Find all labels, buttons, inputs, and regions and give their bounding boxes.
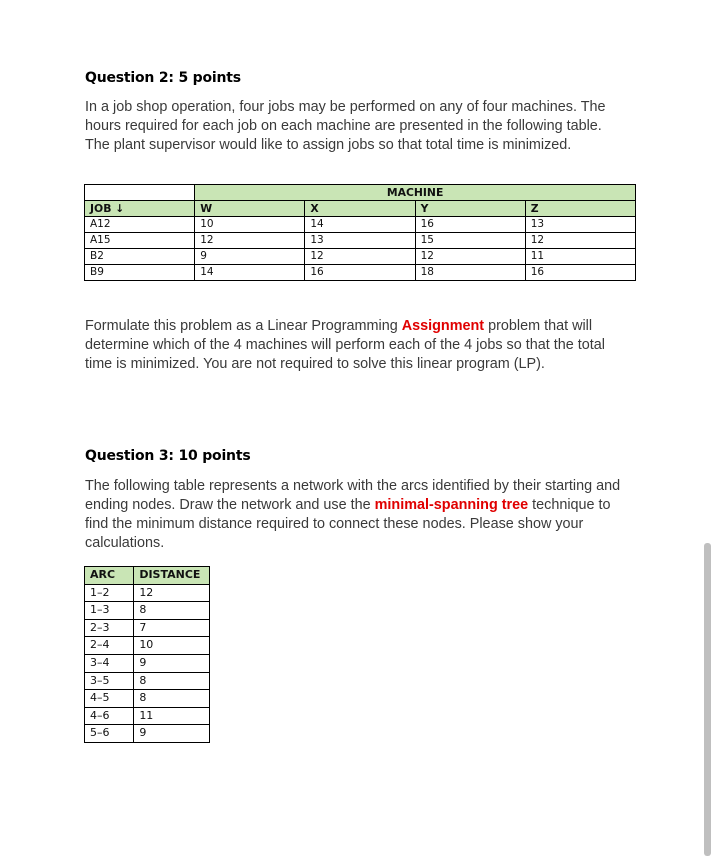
column-header-y: Y [415,201,525,217]
arc-cell: 2–4 [85,637,134,655]
table-row [85,249,636,265]
table-row [85,265,636,281]
arc-cell: 2–3 [85,619,134,637]
question-2-task [85,317,630,374]
table-row [85,672,210,690]
distance-cell: 7 [134,619,210,637]
question-3-title: Question 3: 10 points [85,448,251,464]
table-row [85,654,210,672]
distance-column-header: DISTANCE [134,567,210,585]
machine-group-header: MACHINE [195,185,636,201]
column-header-w: W [195,201,305,217]
q3-text-after: technique to find the minimum distance required to connect these nodes. Please show your calculations. [85,497,611,551]
table-row [85,584,210,602]
question-2-intro: In a job shop operation, four jobs may be performed on any of four machines. The hours required for each job on each machine are presented in the following table. The plant supervisor would like to assign jobs so that total time is minimized. [85,99,606,153]
hours-cell: 16 [415,217,525,233]
hours-cell: 12 [305,249,415,265]
hours-cell: 14 [305,217,415,233]
column-header-z: Z [525,201,635,217]
arc-cell: 3–4 [85,654,134,672]
task-text-after: problem that will determine which of the 4 machines will perform each of the 4 jobs so that the total time is minimized. You are not required to solve this linear program (LP). [85,318,605,372]
hours-cell: 15 [415,233,525,249]
job-cell: A15 [85,233,195,249]
empty-corner-cell [85,185,195,201]
arc-cell: 1–3 [85,602,134,620]
assignment-highlight: Assignment [401,318,485,334]
column-header-x: X [305,201,415,217]
table-row [85,725,210,743]
machine-column-header-row [85,201,636,217]
hours-cell: 13 [525,217,635,233]
hours-cell: 10 [195,217,305,233]
hours-cell: 12 [415,249,525,265]
arc-cell: 5–6 [85,725,134,743]
hours-cell: 16 [525,265,635,281]
hours-cell: 16 [305,265,415,281]
distance-cell: 8 [134,602,210,620]
table-row [85,233,636,249]
vertical-scrollbar[interactable] [704,543,711,856]
hours-cell: 12 [195,233,305,249]
table-row [85,217,636,233]
distance-cell: 8 [134,672,210,690]
question-3-text [85,477,630,553]
hours-cell: 14 [195,265,305,281]
distance-cell: 8 [134,690,210,708]
job-cell: B9 [85,265,195,281]
hours-cell: 12 [525,233,635,249]
job-cell: B2 [85,249,195,265]
hours-cell: 13 [305,233,415,249]
machine-group-header-row [85,185,636,201]
job-column-header: JOB ↓ [85,201,195,217]
arc-cell: 3–5 [85,672,134,690]
arc-header-row [85,567,210,585]
distance-cell: 10 [134,637,210,655]
distance-cell: 11 [134,707,210,725]
hours-cell: 9 [195,249,305,265]
table-row [85,690,210,708]
arc-distance-table [84,566,210,743]
arc-column-header: ARC [85,567,134,585]
arc-cell: 4–5 [85,690,134,708]
hours-cell: 11 [525,249,635,265]
distance-cell: 12 [134,584,210,602]
job-cell: A12 [85,217,195,233]
q3-text-before: The following table represents a network with the arcs identified by their starting and ending nodes. Draw the network and use the [85,478,621,513]
question-2-title: Question 2: 5 points [85,70,241,86]
table-row [85,602,210,620]
hours-cell: 18 [415,265,525,281]
arc-cell: 4–6 [85,707,134,725]
arc-cell: 1–2 [85,584,134,602]
mst-highlight: minimal-spanning tree [374,497,529,513]
distance-cell: 9 [134,654,210,672]
distance-cell: 9 [134,725,210,743]
machine-hours-table [84,184,636,281]
task-text-before: Formulate this problem as a Linear Programming [85,318,402,334]
table-row [85,707,210,725]
table-row [85,637,210,655]
table-row [85,619,210,637]
